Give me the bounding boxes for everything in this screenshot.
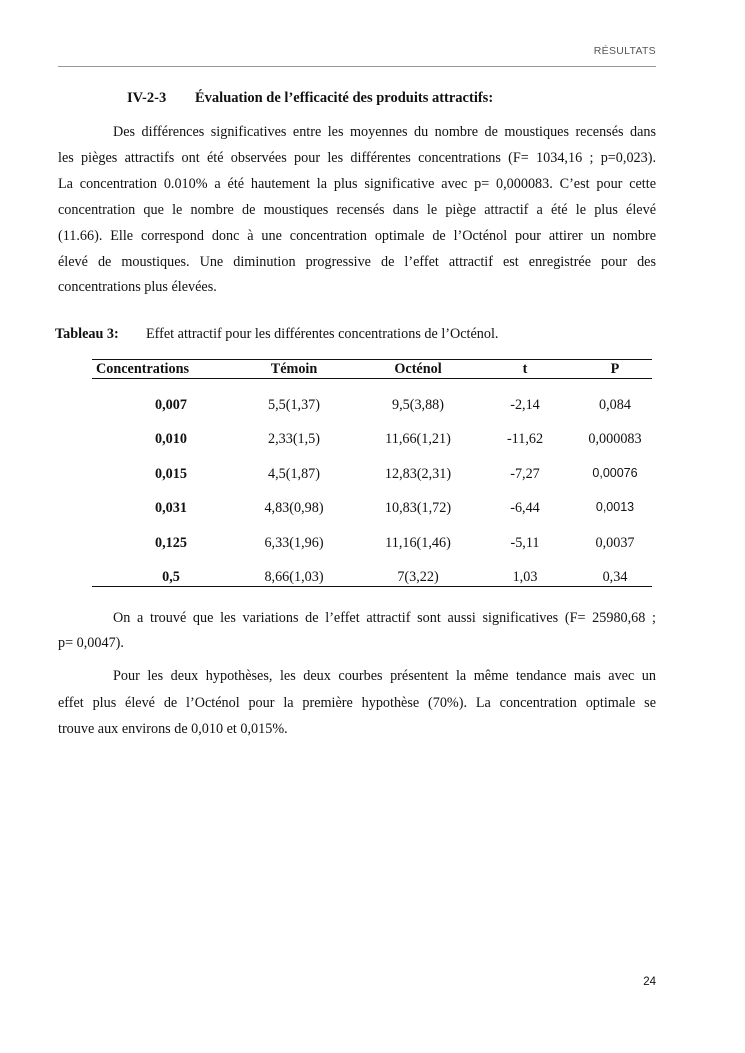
text-line: La concentration 0.010% a été hautement la plus significative avec p= 0,000083. C’est pour cette: [58, 176, 656, 192]
concentration-cell: 0,015: [155, 466, 187, 482]
table-cell: 1,03: [512, 569, 538, 585]
table-cell: 0,00076: [592, 466, 638, 480]
text-line: Des différences significatives entre les moyennes du nombre de moustiques recensés dans: [113, 124, 656, 140]
table-cell: -7,27: [510, 466, 540, 482]
table-cell: 0,084: [599, 397, 631, 413]
text-line: p= 0,0047).: [58, 635, 124, 651]
page-number: 24: [643, 976, 656, 988]
table-cell: 4,83(0,98): [264, 500, 324, 516]
table-top-rule: [92, 359, 652, 360]
table-cell: 7(3,22): [397, 569, 439, 585]
text-line: effet plus élevé de l’Octénol pour la première hypothèse (70%). La concentration optimale se: [58, 695, 656, 711]
table-cell: 0,000083: [588, 431, 642, 447]
column-header: Octénol: [394, 361, 442, 377]
text-line: Pour les deux hypothèses, les deux courbes présentent la même tendance mais avec un: [113, 668, 656, 684]
table-cell: 10,83(1,72): [384, 500, 452, 516]
concentration-cell: 0,010: [155, 431, 187, 447]
table-cell: -2,14: [510, 397, 540, 413]
table-cell: -11,62: [506, 431, 544, 447]
column-header: Concentrations: [96, 361, 190, 377]
table-cell: -6,44: [510, 500, 540, 516]
column-header: Témoin: [270, 361, 318, 377]
header-rule: [58, 66, 656, 67]
table-cell: 0,0013: [595, 500, 635, 514]
text-line: On a trouvé que les variations de l’effet attractif sont aussi significatives (F= 25980,68 ;: [113, 610, 656, 626]
text-line: concentrations plus élevées.: [58, 279, 217, 295]
text-line: élevé de moustiques. Une diminution progressive de l’effet attractif est enregistrée pour des: [58, 254, 656, 270]
section-number: IV-2-3: [127, 90, 167, 106]
concentration-cell: 0,125: [155, 535, 187, 551]
table-cell: 2,33(1,5): [267, 431, 320, 447]
table-cell: 11,16(1,46): [385, 535, 451, 551]
table-cell: 8,66(1,03): [264, 569, 324, 585]
column-header: P: [610, 361, 620, 377]
table-cell: 6,33(1,96): [264, 535, 324, 551]
table-cell: 0,34: [602, 569, 628, 585]
table-cell: 4,5(1,87): [267, 466, 320, 482]
table-cell: 11,66(1,21): [385, 431, 451, 447]
section-title: Évaluation de l’efficacité des produits attractifs:: [195, 90, 494, 106]
running-header: RÉSULTATS: [593, 45, 656, 57]
table-label: Tableau 3:: [55, 326, 119, 342]
text-line: les pièges attractifs ont été observées pour les différentes concentrations (F= 1034,16 ; p=0,023).: [58, 150, 656, 166]
column-header: t: [522, 361, 528, 377]
table-cell: -5,11: [510, 535, 540, 551]
concentration-cell: 0,5: [162, 569, 180, 585]
table-cell: 5,5(1,37): [267, 397, 320, 413]
table-cell: 0,0037: [595, 535, 635, 551]
table-cell: 12,83(2,31): [384, 466, 452, 482]
concentration-cell: 0,031: [155, 500, 187, 516]
table-cell: 9,5(3,88): [391, 397, 444, 413]
text-line: trouve aux environs de 0,010 et 0,015%.: [58, 721, 288, 737]
concentration-cell: 0,007: [155, 397, 187, 413]
table-caption: Effet attractif pour les différentes concentrations de l’Octénol.: [146, 326, 499, 342]
table-header-rule: [92, 378, 652, 379]
table-bottom-rule: [92, 586, 652, 587]
text-line: concentration que le nombre de moustiques recensés dans le piège attractif a été le plus élevé: [58, 202, 656, 218]
text-line: (11.66). Elle correspond donc à une concentration optimale de l’Octénol pour attirer un nombre: [58, 228, 656, 244]
